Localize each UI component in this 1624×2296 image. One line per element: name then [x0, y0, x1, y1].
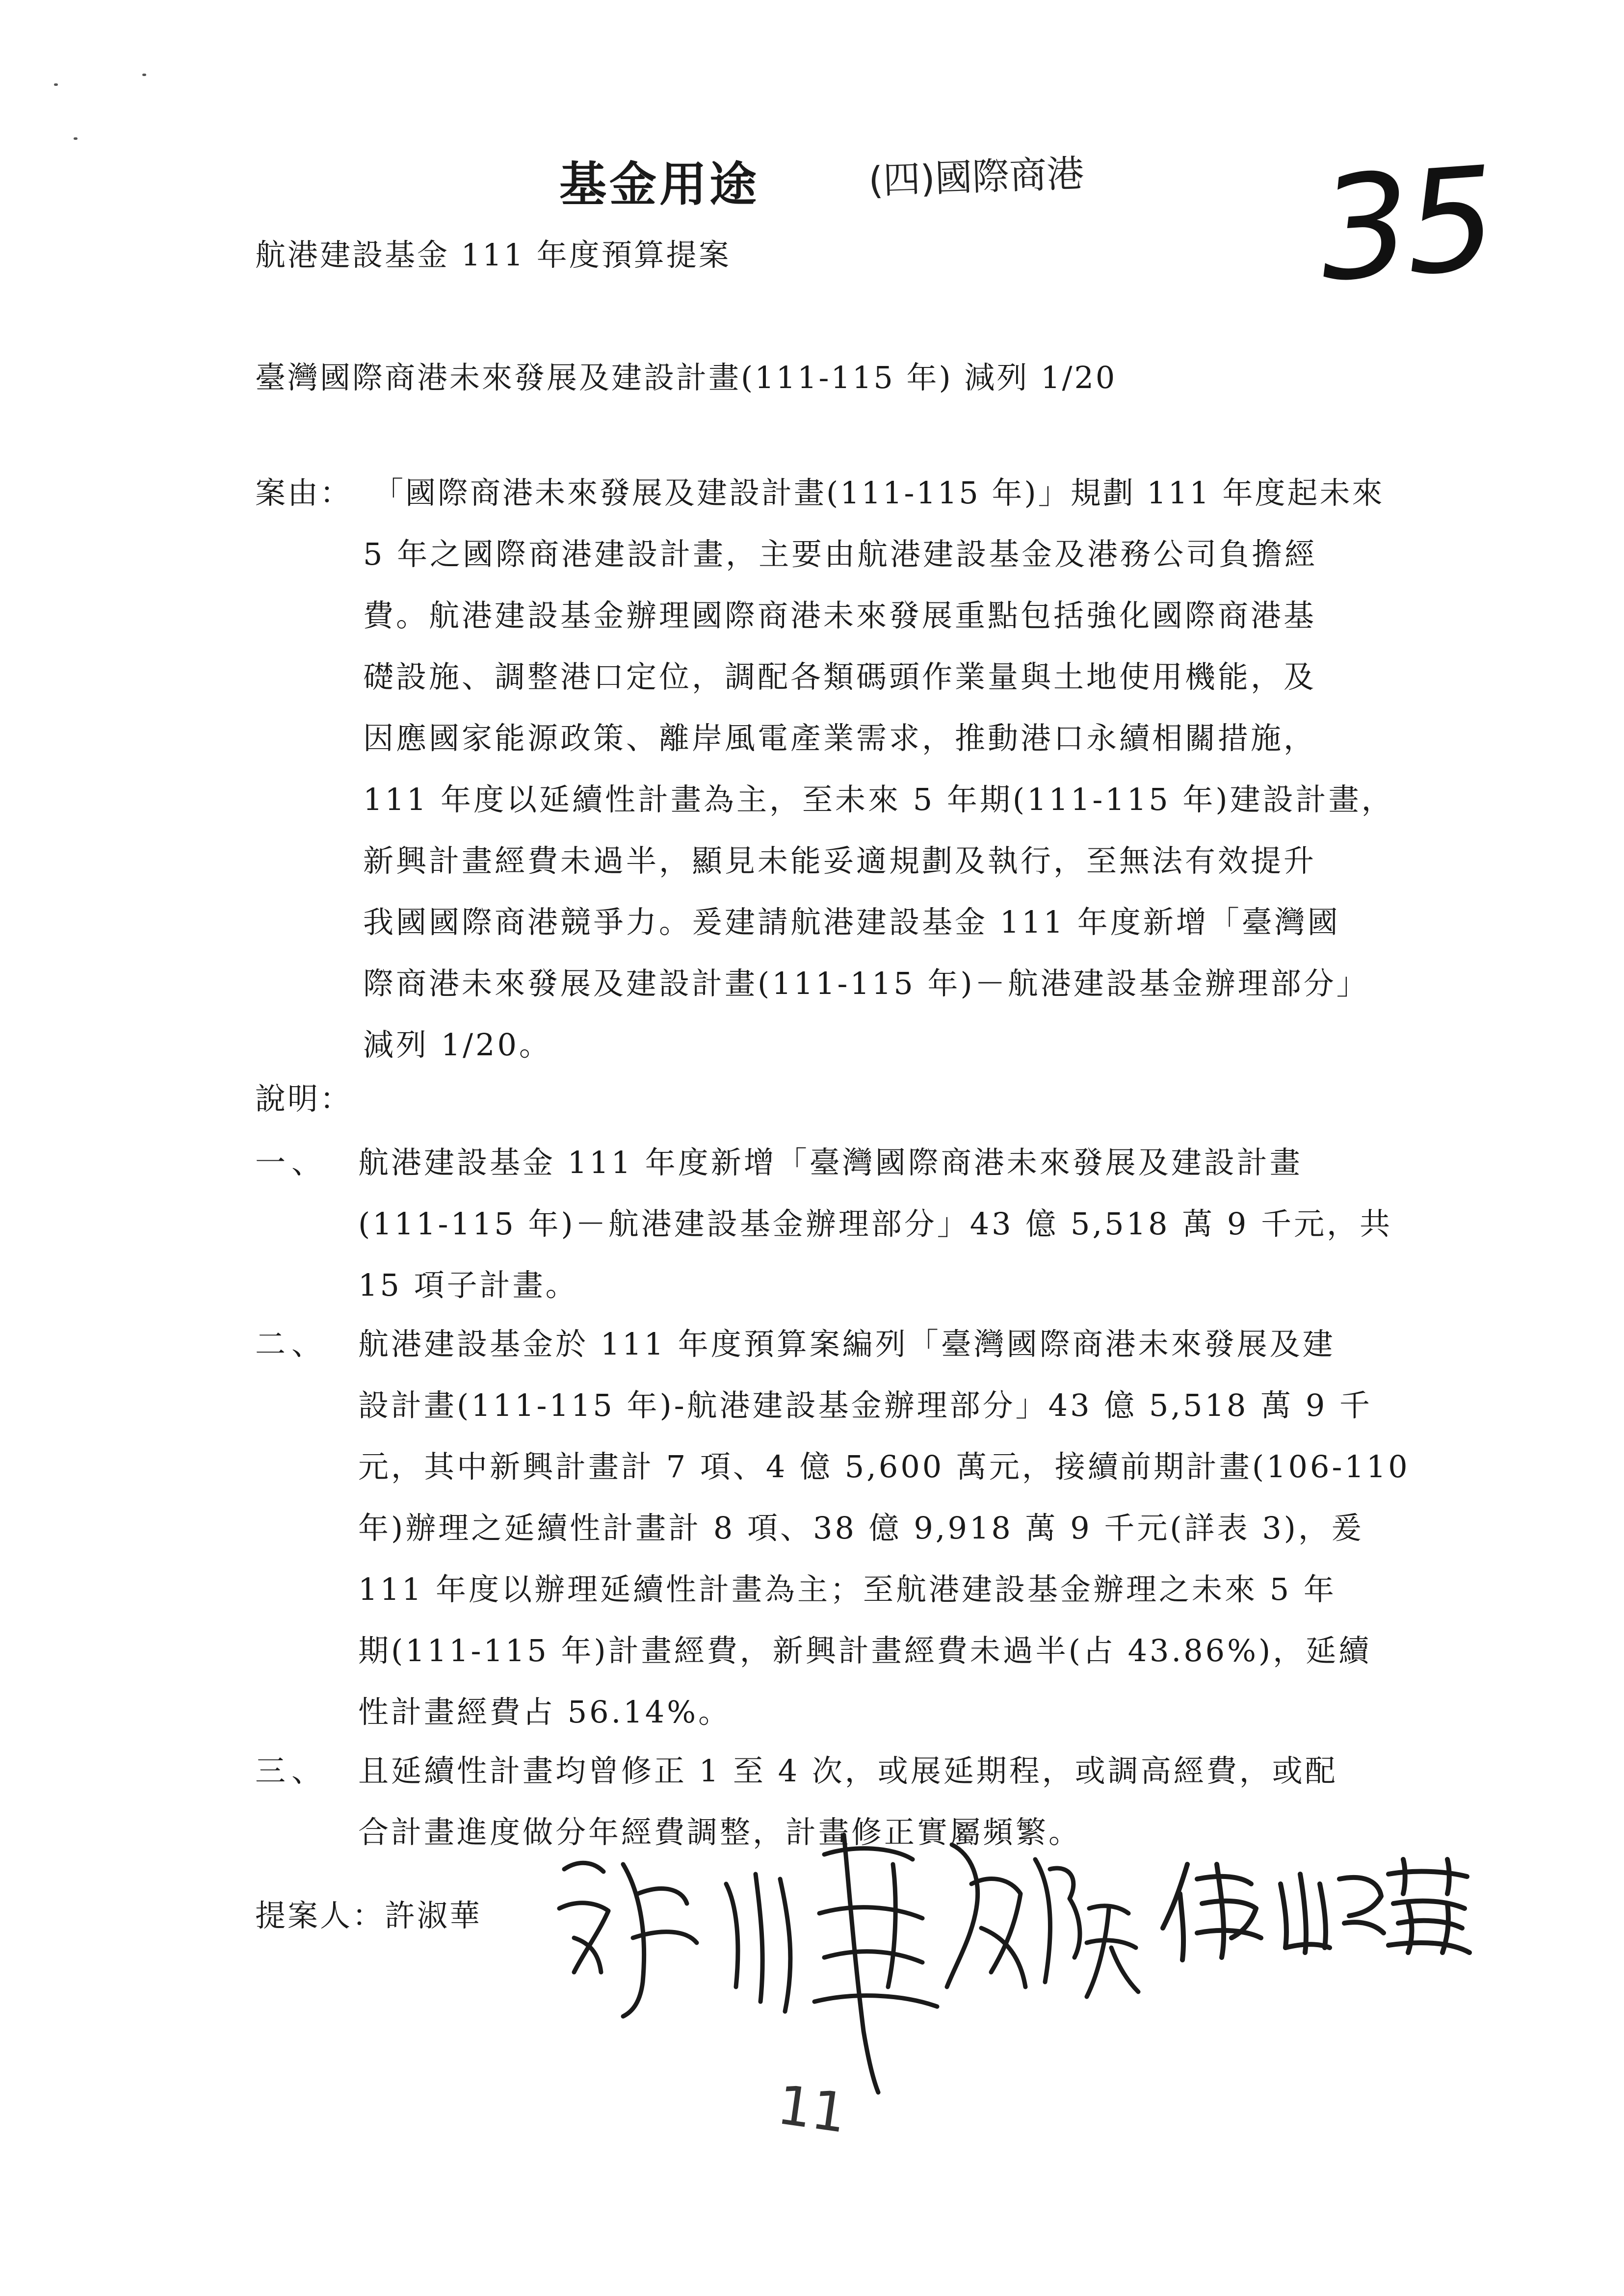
- plan-title: 臺灣國際商港未來發展及建設計畫(111-115 年) 減列 1/20: [255, 360, 1117, 395]
- item-line: 年)辦理之延續性計畫計 8 項、38 億 9,918 萬 9 千元(詳表 3)，爰: [358, 1510, 1364, 1546]
- signature-fu-kun-chi: [1158, 1854, 1472, 1962]
- item-line: 航港建設基金於 111 年度預算案編列「臺灣國際商港未來發展及建: [358, 1326, 1336, 1362]
- reason-line: 費。航港建設基金辦理國際商港未來發展重點包括強化國際商港基: [363, 598, 1317, 633]
- item-line: 且延續性計畫均曾修正 1 至 4 次，或展延期程，或調高經費，或配: [358, 1753, 1338, 1789]
- item-line: (111-115 年)－航港建設基金辦理部分」43 億 5,518 萬 9 千元，共: [358, 1206, 1393, 1242]
- reason-line: 際商港未來發展及建設計畫(111-115 年)－航港建設基金辦理部分」: [363, 965, 1369, 1001]
- page-number: 11: [773, 2073, 851, 2145]
- explanation-label: 說明：: [255, 1081, 353, 1117]
- item-number: 二、: [255, 1326, 328, 1362]
- item-line: 元，其中新興計畫計 7 項、4 億 5,600 萬元，接續前期計畫(106-110: [358, 1449, 1410, 1485]
- reason-line: 我國國際商港競爭力。爰建請航港建設基金 111 年度新增「臺灣國: [363, 904, 1340, 940]
- item-line: 性計畫經費占 56.14%。: [358, 1694, 732, 1730]
- signature-xu-shu-hua: [550, 1825, 1138, 2100]
- item-line: 15 項子計畫。: [358, 1267, 578, 1303]
- reason-line: 因應國家能源政策、離岸風電產業需求，推動港口永續相關措施，: [363, 720, 1317, 756]
- document-subtitle: 航港建設基金 111 年度預算提案: [255, 237, 731, 273]
- reason-line: 「國際商港未來發展及建設計畫(111-115 年)」規劃 111 年度起未來: [373, 475, 1385, 511]
- proposer-label: 提案人：許淑華: [255, 1898, 482, 1933]
- page-title: 基金用途: [559, 157, 760, 212]
- scan-speck: [74, 137, 78, 140]
- item-number: 一、: [255, 1145, 328, 1180]
- reason-label: 案由：: [255, 475, 353, 511]
- handwritten-note: (四)國際商港: [867, 151, 1085, 203]
- item-line: 期(111-115 年)計畫經費，新興計畫經費未過半(占 43.86%)，延續: [358, 1633, 1372, 1669]
- item-line: 合計畫進度做分年經費調整，計畫修正實屬頻繁。: [358, 1814, 1082, 1850]
- reason-line: 111 年度以延續性計畫為主，至未來 5 年期(111-115 年)建設計畫，: [363, 782, 1394, 817]
- reason-line: 新興計畫經費未過半，顯見未能妥適規劃及執行，至無法有效提升: [363, 843, 1317, 879]
- reason-line: 礎設施、調整港口定位，調配各類碼頭作業量與土地使用機能，及: [363, 659, 1317, 695]
- scan-speck: [54, 83, 58, 86]
- item-number: 三、: [255, 1753, 328, 1789]
- handwritten-page-number: 35: [1314, 136, 1497, 313]
- reason-line: 減列 1/20。: [363, 1027, 552, 1063]
- reason-line: 5 年之國際商港建設計畫，主要由航港建設基金及港務公司負擔經: [363, 536, 1318, 572]
- item-line: 111 年度以辦理延續性計畫為主；至航港建設基金辦理之未來 5 年: [358, 1571, 1336, 1607]
- item-line: 航港建設基金 111 年度新增「臺灣國際商港未來發展及建設計畫: [358, 1145, 1303, 1180]
- item-line: 設計畫(111-115 年)-航港建設基金辦理部分」43 億 5,518 萬 9 千: [358, 1387, 1373, 1423]
- scan-speck: [142, 74, 146, 76]
